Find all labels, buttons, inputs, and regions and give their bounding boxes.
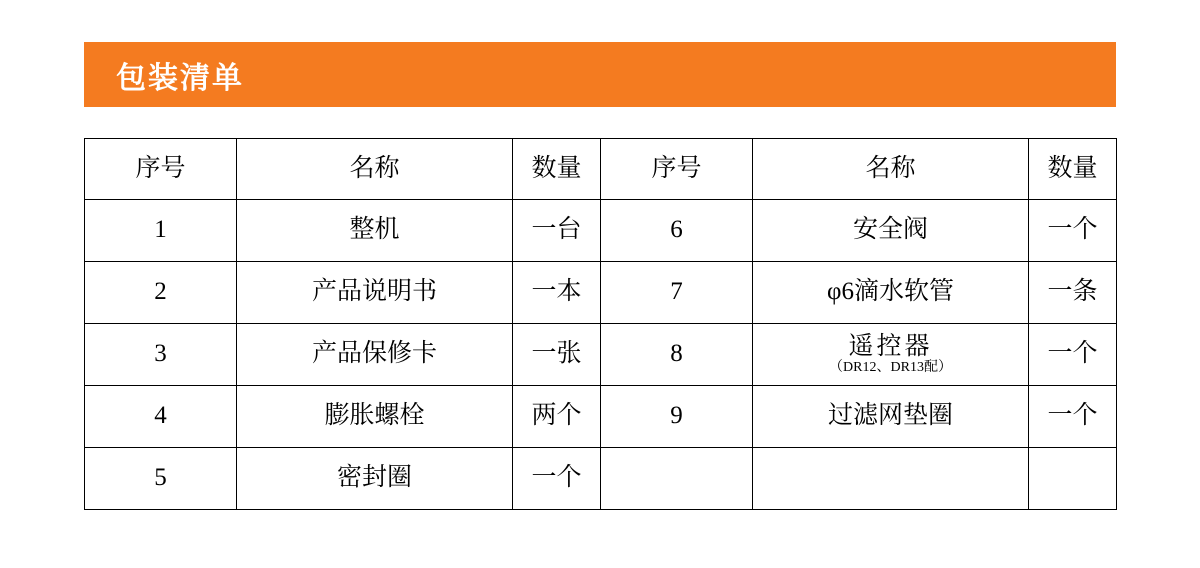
item-qty: 一本 [513,262,601,324]
item-name: 产品保修卡 [237,324,513,386]
table-header-row [85,139,1117,200]
item-no: 4 [85,386,237,448]
empty-cell [753,448,1029,510]
column-header-name-left: 名称 [237,139,513,200]
page-title: 包装清单 [116,61,244,95]
item-name: 整机 [237,200,513,262]
item-qty: 一个 [1029,386,1117,448]
item-no: 9 [601,386,753,448]
item-qty: 一个 [1029,324,1117,386]
item-name-note: （DR12、DR13配） [829,359,952,375]
item-no: 3 [85,324,237,386]
item-no: 2 [85,262,237,324]
item-qty: 一张 [513,324,601,386]
item-no: 8 [601,324,753,386]
packing-list-table [84,138,1117,510]
table-row [85,324,1117,386]
item-name: 产品说明书 [237,262,513,324]
item-qty: 一个 [513,448,601,510]
item-name: 遥控器 [848,333,933,361]
page-title-bar [84,42,1116,107]
item-qty: 一条 [1029,262,1117,324]
item-name: 过滤网垫圈 [753,386,1029,448]
item-no: 5 [85,448,237,510]
item-no: 6 [601,200,753,262]
item-name-with-note [753,324,1029,386]
table-row [85,262,1117,324]
column-header-name-right: 名称 [753,139,1029,200]
item-no: 1 [85,200,237,262]
item-no: 7 [601,262,753,324]
empty-cell [1029,448,1117,510]
table-row [85,386,1117,448]
item-name: 膨胀螺栓 [237,386,513,448]
item-name: 安全阀 [753,200,1029,262]
packing-list-table-wrap [84,138,1116,510]
item-qty: 一个 [1029,200,1117,262]
empty-cell [601,448,753,510]
column-header-qty-left: 数量 [513,139,601,200]
column-header-qty-right: 数量 [1029,139,1117,200]
item-qty: 一台 [513,200,601,262]
item-name: φ6滴水软管 [753,262,1029,324]
table-row [85,200,1117,262]
column-header-no-right: 序号 [601,139,753,200]
table-row [85,448,1117,510]
item-name: 密封圈 [237,448,513,510]
item-qty: 两个 [513,386,601,448]
column-header-no-left: 序号 [85,139,237,200]
